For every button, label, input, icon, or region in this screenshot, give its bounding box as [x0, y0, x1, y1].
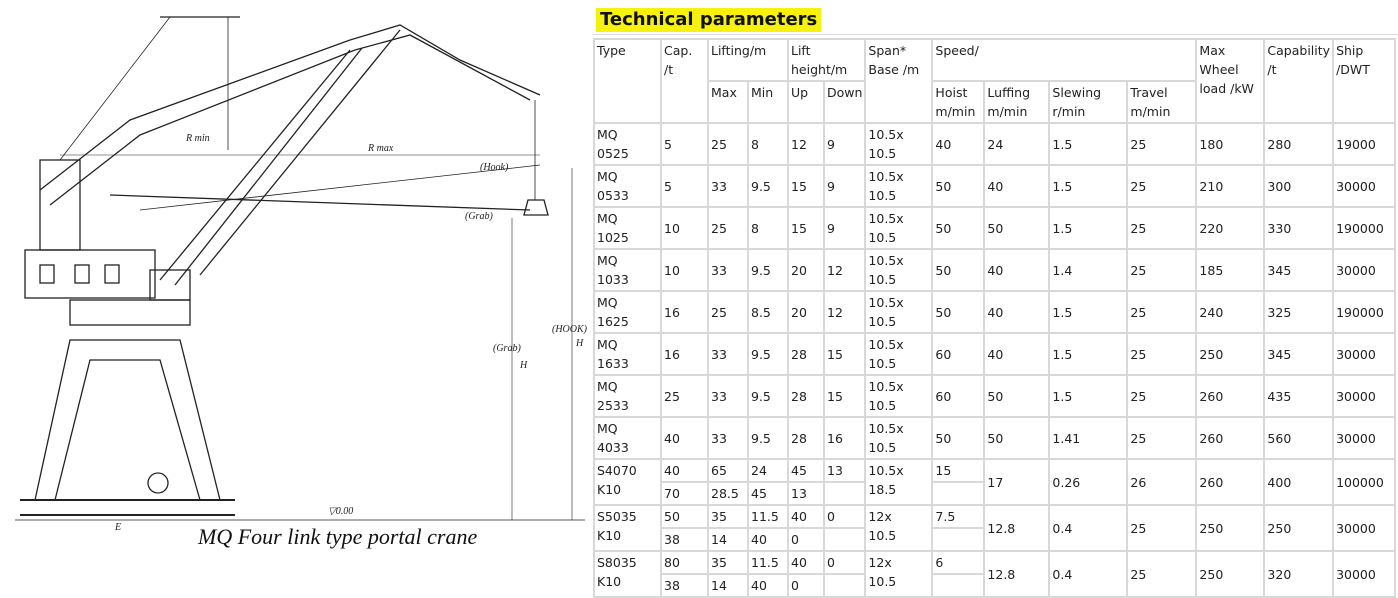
header-lifting: Lifting/m [708, 39, 788, 81]
cell-line: 12x [868, 509, 892, 524]
cell-type [594, 123, 661, 165]
cell-down: 12 [824, 249, 865, 291]
cell-down: 9 [824, 165, 865, 207]
cell-line: 10.5 [868, 528, 897, 543]
cell-hoist: 50 [932, 417, 984, 459]
table-row [594, 333, 1395, 354]
cell-ship: 30000 [1333, 417, 1395, 459]
cell-line: 10.5 [868, 398, 897, 413]
header-down: Down [824, 81, 865, 123]
cell-line: MQ [597, 421, 618, 436]
cell-slewing: 1.5 [1049, 333, 1127, 375]
cell-cap: 40 [661, 459, 708, 482]
h-label: H [520, 360, 528, 371]
cell-span [865, 459, 932, 505]
cell-travel: 25 [1127, 333, 1196, 375]
cell-up: 20 [788, 291, 824, 333]
header-capability: Capability /t [1264, 39, 1333, 123]
hook-height-label: (HOOK) [552, 324, 587, 335]
cell-span [865, 551, 932, 597]
cell-max: 25 [708, 207, 748, 249]
cell-travel: 25 [1127, 165, 1196, 207]
cell-slewing: 0.4 [1049, 505, 1127, 551]
cell-line: 0525 [597, 146, 629, 161]
cell-min: 8 [748, 207, 788, 249]
cell-line: 10.5x [868, 379, 904, 394]
cell-line: MQ [597, 127, 618, 142]
cell-ship: 30000 [1333, 375, 1395, 417]
cell-ship: 30000 [1333, 551, 1395, 597]
cell-min: 24 [748, 459, 788, 482]
cell-luffing: 40 [984, 291, 1049, 333]
cell-span [865, 505, 932, 551]
cell-capability: 330 [1264, 207, 1333, 249]
cell-slewing: 1.5 [1049, 291, 1127, 333]
cell-cap: 16 [661, 333, 708, 375]
cell-min: 9.5 [748, 333, 788, 375]
portal-crane-drawing [0, 0, 590, 577]
cell-line: 10.5 [868, 356, 897, 371]
cell-cap: 40 [661, 417, 708, 459]
ground-level-label: ▽0.00 [328, 506, 354, 517]
cell-hoist: 50 [932, 165, 984, 207]
cell-luffing: 40 [984, 249, 1049, 291]
cell-luffing: 12.8 [984, 505, 1049, 551]
cell-line: MQ [597, 253, 618, 268]
cell-up: 15 [788, 165, 824, 207]
cell-line: S5035 [597, 509, 637, 524]
cell-hoist: 60 [932, 375, 984, 417]
cell-down: 16 [824, 417, 865, 459]
cell-line: 10.5 [868, 230, 897, 245]
cell-line: 10.5x [868, 169, 904, 184]
cell-hoist: 40 [932, 123, 984, 165]
table-row [594, 165, 1395, 186]
cell-capability: 560 [1264, 417, 1333, 459]
cell-span [865, 375, 932, 417]
cell-line: S4070 [597, 463, 637, 478]
cell-min: 8 [748, 123, 788, 165]
cell-travel: 25 [1127, 417, 1196, 459]
cell-max: 33 [708, 165, 748, 207]
cell-type [594, 459, 661, 505]
cell-min: 9.5 [748, 375, 788, 417]
header-lift-height: Lift height/m [788, 39, 865, 81]
cell-capability: 300 [1264, 165, 1333, 207]
cell-max: 33 [708, 249, 748, 291]
header-travel: Travel m/min [1127, 81, 1196, 123]
cell-max: 28.5 [708, 482, 748, 505]
cell-hoist: 50 [932, 249, 984, 291]
cell-travel: 26 [1127, 459, 1196, 505]
cell-luffing: 40 [984, 333, 1049, 375]
cell-down: 15 [824, 333, 865, 375]
table-row [594, 417, 1395, 438]
header-hoist: Hoist m/min [932, 81, 984, 123]
cell-ship: 30000 [1333, 165, 1395, 207]
cell-line: 2533 [597, 398, 629, 413]
cell-capability: 400 [1264, 459, 1333, 505]
cell-max: 25 [708, 291, 748, 333]
cell-hoist: 6 [932, 551, 984, 574]
cell-max: 35 [708, 551, 748, 574]
cell-max: 35 [708, 505, 748, 528]
cell-up: 0 [788, 528, 824, 551]
header-type: Type [594, 39, 661, 123]
cell-min: 9.5 [748, 417, 788, 459]
cell-hoist: 7.5 [932, 505, 984, 528]
table-row [594, 123, 1395, 144]
cell-hoist [932, 482, 984, 505]
cell-capability: 250 [1264, 505, 1333, 551]
cell-max: 33 [708, 375, 748, 417]
table-row [594, 459, 1395, 482]
cell-span [865, 123, 932, 165]
cell-up: 45 [788, 459, 824, 482]
cell-up: 15 [788, 207, 824, 249]
cell-type [594, 291, 661, 333]
table-row [594, 207, 1395, 228]
cell-line: 10.5 [868, 574, 897, 589]
cell-cap: 38 [661, 528, 708, 551]
cell-span [865, 249, 932, 291]
header-min: Min [748, 81, 788, 123]
cell-cap: 5 [661, 123, 708, 165]
cell-line: 1025 [597, 230, 629, 245]
cell-capability: 435 [1264, 375, 1333, 417]
h-label-2: H [576, 338, 584, 349]
cell-travel: 25 [1127, 375, 1196, 417]
cell-luffing: 50 [984, 375, 1049, 417]
cell-wheel: 210 [1196, 165, 1264, 207]
cell-travel: 25 [1127, 505, 1196, 551]
cell-wheel: 240 [1196, 291, 1264, 333]
cell-max: 65 [708, 459, 748, 482]
cell-up: 28 [788, 333, 824, 375]
cell-wheel: 180 [1196, 123, 1264, 165]
table-row [594, 375, 1395, 396]
cell-slewing: 0.26 [1049, 459, 1127, 505]
cell-max: 14 [708, 574, 748, 597]
cell-min: 40 [748, 574, 788, 597]
cell-wheel: 185 [1196, 249, 1264, 291]
cell-capability: 320 [1264, 551, 1333, 597]
cell-ship: 19000 [1333, 123, 1395, 165]
grab-label: (Grab) [465, 211, 493, 222]
header-slewing: Slewing r/min [1049, 81, 1127, 123]
cell-span [865, 207, 932, 249]
cell-min: 9.5 [748, 165, 788, 207]
cell-cap: 10 [661, 207, 708, 249]
cell-line: 4033 [597, 440, 629, 455]
cell-line: 10.5 [868, 272, 897, 287]
header-wheel-load: Max Wheel load /kW [1196, 39, 1264, 123]
cell-down: 9 [824, 207, 865, 249]
cell-line: MQ [597, 295, 618, 310]
hook-label: (Hook) [480, 162, 509, 173]
cell-wheel: 250 [1196, 505, 1264, 551]
cell-slewing: 1.5 [1049, 375, 1127, 417]
header-up: Up [788, 81, 824, 123]
cell-down: 15 [824, 375, 865, 417]
cell-cap: 80 [661, 551, 708, 574]
cell-cap: 5 [661, 165, 708, 207]
cell-cap: 25 [661, 375, 708, 417]
cell-type [594, 249, 661, 291]
cell-line: K10 [597, 482, 622, 497]
rmax-label: R max [368, 143, 394, 154]
cell-line: 10.5x [868, 253, 904, 268]
cell-capability: 325 [1264, 291, 1333, 333]
cell-slewing: 1.4 [1049, 249, 1127, 291]
cell-slewing: 1.5 [1049, 165, 1127, 207]
cell-line: 10.5 [868, 440, 897, 455]
parameters-table [593, 38, 1396, 598]
cell-ship: 190000 [1333, 291, 1395, 333]
cell-min: 40 [748, 528, 788, 551]
cell-wheel: 260 [1196, 459, 1264, 505]
cell-hoist [932, 574, 984, 597]
e-label: E [115, 522, 122, 533]
cell-hoist: 50 [932, 291, 984, 333]
cell-span [865, 333, 932, 375]
cell-type [594, 417, 661, 459]
cell-slewing: 1.5 [1049, 123, 1127, 165]
table-row [594, 551, 1395, 574]
cell-cap: 16 [661, 291, 708, 333]
cell-ship: 30000 [1333, 505, 1395, 551]
table-row [594, 291, 1395, 312]
cell-capability: 345 [1264, 249, 1333, 291]
cell-down [824, 482, 865, 505]
cell-max: 33 [708, 333, 748, 375]
cell-wheel: 220 [1196, 207, 1264, 249]
cell-wheel: 260 [1196, 417, 1264, 459]
table-row [594, 505, 1395, 528]
cell-wheel: 260 [1196, 375, 1264, 417]
cell-span [865, 165, 932, 207]
cell-ship: 30000 [1333, 333, 1395, 375]
cell-line: 10.5 [868, 188, 897, 203]
cell-up: 40 [788, 551, 824, 574]
cell-span [865, 291, 932, 333]
cell-line: MQ [597, 211, 618, 226]
cell-line: 10.5x [868, 337, 904, 352]
cell-min: 11.5 [748, 551, 788, 574]
cell-hoist: 60 [932, 333, 984, 375]
cell-up: 12 [788, 123, 824, 165]
cell-line: S8035 [597, 555, 637, 570]
drawing-caption: MQ Four link type portal crane [198, 524, 478, 549]
cell-travel: 25 [1127, 249, 1196, 291]
cell-line: 10.5x [868, 421, 904, 436]
cell-line: 10.5x [868, 211, 904, 226]
cell-slewing: 1.41 [1049, 417, 1127, 459]
cell-capability: 345 [1264, 333, 1333, 375]
cell-line: MQ [597, 169, 618, 184]
cell-luffing: 24 [984, 123, 1049, 165]
cell-ship: 190000 [1333, 207, 1395, 249]
cell-cap: 50 [661, 505, 708, 528]
table-row [594, 249, 1395, 270]
cell-cap: 70 [661, 482, 708, 505]
cell-min: 9.5 [748, 249, 788, 291]
cell-up: 0 [788, 574, 824, 597]
cell-wheel: 250 [1196, 551, 1264, 597]
cell-wheel: 250 [1196, 333, 1264, 375]
cell-line: 10.5x [868, 295, 904, 310]
cell-line: 1633 [597, 356, 629, 371]
rmin-label: R min [186, 133, 210, 144]
cell-line: K10 [597, 528, 622, 543]
cell-max: 25 [708, 123, 748, 165]
cell-line: MQ [597, 337, 618, 352]
cell-luffing: 17 [984, 459, 1049, 505]
cell-line: 1033 [597, 272, 629, 287]
grab-height-label: (Grab) [493, 343, 521, 354]
cell-max: 14 [708, 528, 748, 551]
cell-min: 8.5 [748, 291, 788, 333]
cell-line: 10.5 [868, 146, 897, 161]
cell-luffing: 50 [984, 417, 1049, 459]
cell-line: 12x [868, 555, 892, 570]
cell-line: 10.5x [868, 127, 904, 142]
cell-capability: 280 [1264, 123, 1333, 165]
cell-slewing: 0.4 [1049, 551, 1127, 597]
cell-min: 11.5 [748, 505, 788, 528]
cell-min: 45 [748, 482, 788, 505]
cell-ship: 100000 [1333, 459, 1395, 505]
cell-down: 12 [824, 291, 865, 333]
cell-line: 0533 [597, 188, 629, 203]
cell-type [594, 505, 661, 551]
cell-line: 1625 [597, 314, 629, 329]
header-ship: Ship /DWT [1333, 39, 1395, 123]
cell-travel: 25 [1127, 123, 1196, 165]
cell-hoist: 15 [932, 459, 984, 482]
cell-cap: 10 [661, 249, 708, 291]
header-luffing: Luffing m/min [984, 81, 1049, 123]
header-max: Max [708, 81, 748, 123]
cell-down: 0 [824, 505, 865, 528]
cell-cap: 38 [661, 574, 708, 597]
cell-travel: 25 [1127, 551, 1196, 597]
cell-down [824, 574, 865, 597]
cell-span [865, 417, 932, 459]
cell-hoist: 50 [932, 207, 984, 249]
cell-down: 13 [824, 459, 865, 482]
cell-type [594, 207, 661, 249]
cell-luffing: 12.8 [984, 551, 1049, 597]
cell-hoist [932, 528, 984, 551]
cell-down: 0 [824, 551, 865, 574]
header-span: Span* Base /m [865, 39, 932, 123]
page-title: Technical parameters [596, 8, 821, 32]
cell-line: 18.5 [868, 482, 897, 497]
cell-type [594, 551, 661, 597]
cell-up: 13 [788, 482, 824, 505]
divider [593, 34, 1398, 35]
header-speed: Speed/ [932, 39, 1196, 81]
cell-travel: 25 [1127, 207, 1196, 249]
cell-down [824, 528, 865, 551]
cell-ship: 30000 [1333, 249, 1395, 291]
cell-up: 20 [788, 249, 824, 291]
cell-type [594, 375, 661, 417]
cell-max: 33 [708, 417, 748, 459]
cell-line: 10.5x [868, 463, 904, 478]
header-cap: Cap. /t [661, 39, 708, 123]
cell-type [594, 165, 661, 207]
cell-up: 28 [788, 375, 824, 417]
cell-up: 40 [788, 505, 824, 528]
cell-line: MQ [597, 379, 618, 394]
cell-travel: 25 [1127, 291, 1196, 333]
cell-luffing: 40 [984, 165, 1049, 207]
cell-down: 9 [824, 123, 865, 165]
cell-line: K10 [597, 574, 622, 589]
cell-slewing: 1.5 [1049, 207, 1127, 249]
cell-up: 28 [788, 417, 824, 459]
cell-luffing: 50 [984, 207, 1049, 249]
cell-type [594, 333, 661, 375]
cell-line: 10.5 [868, 314, 897, 329]
